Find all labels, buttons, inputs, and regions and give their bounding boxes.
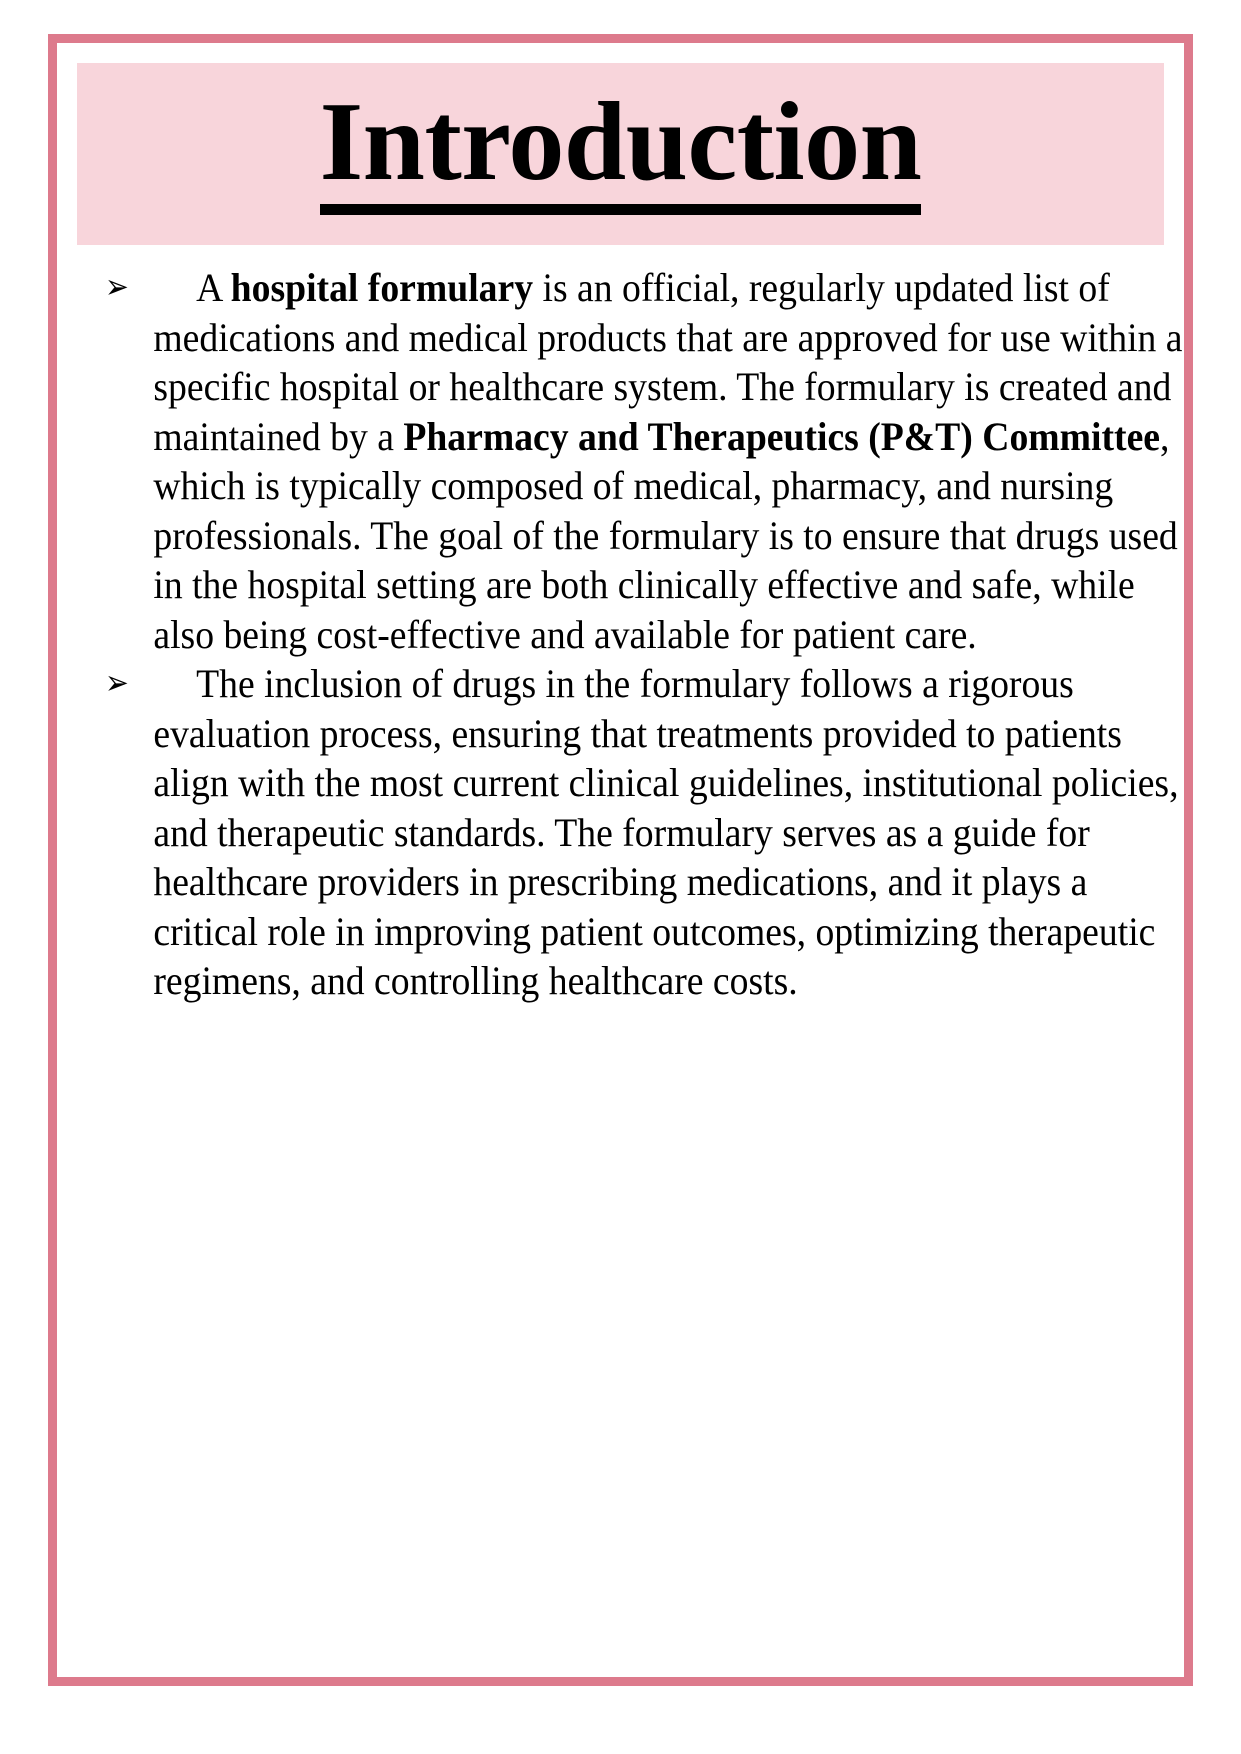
page-title: Introduction (320, 86, 922, 215)
list-item (105, 659, 1184, 1006)
arrowhead-bullet-icon: ➢ (105, 267, 129, 307)
list-item (105, 263, 1184, 659)
body-text: The inclusion of drugs in the formulary follows a rigorous evaluation process, ensuring that treatments provided to patients align with the most current clinical guidelines, institutional policies, and therapeutic standards. The formulary serves as a guide for healthcare providers in prescribing medications, and it plays a critical role in improving patient outcomes, optimizing therapeutic regimens, and controlling healthcare costs. (153, 661, 1179, 1003)
body-bullet-list (77, 245, 1183, 1006)
emphasised-term: Pharmacy and Therapeutics (P&T) Committee (403, 413, 1161, 459)
arrowhead-bullet-icon: ➢ (105, 663, 129, 703)
emphasised-term: hospital formulary (230, 265, 534, 310)
body-text: A (196, 265, 231, 310)
body-text: , which is typically composed of medical, pharmacy, and nursing professionals. The goal of the formulary is to ensure that drugs used in the hospital setting are both clinically effective and safe, while also being cost-effective and available for patient care. (153, 413, 1178, 657)
body-text: is an official, regularly updated list of medications and medical products that are approved for use within a specific hospital or healthcare system. The formulary is created and maintained by a (153, 265, 1183, 459)
page-frame (48, 34, 1193, 1686)
title-banner (77, 63, 1164, 245)
page-content-area (57, 43, 1184, 1677)
